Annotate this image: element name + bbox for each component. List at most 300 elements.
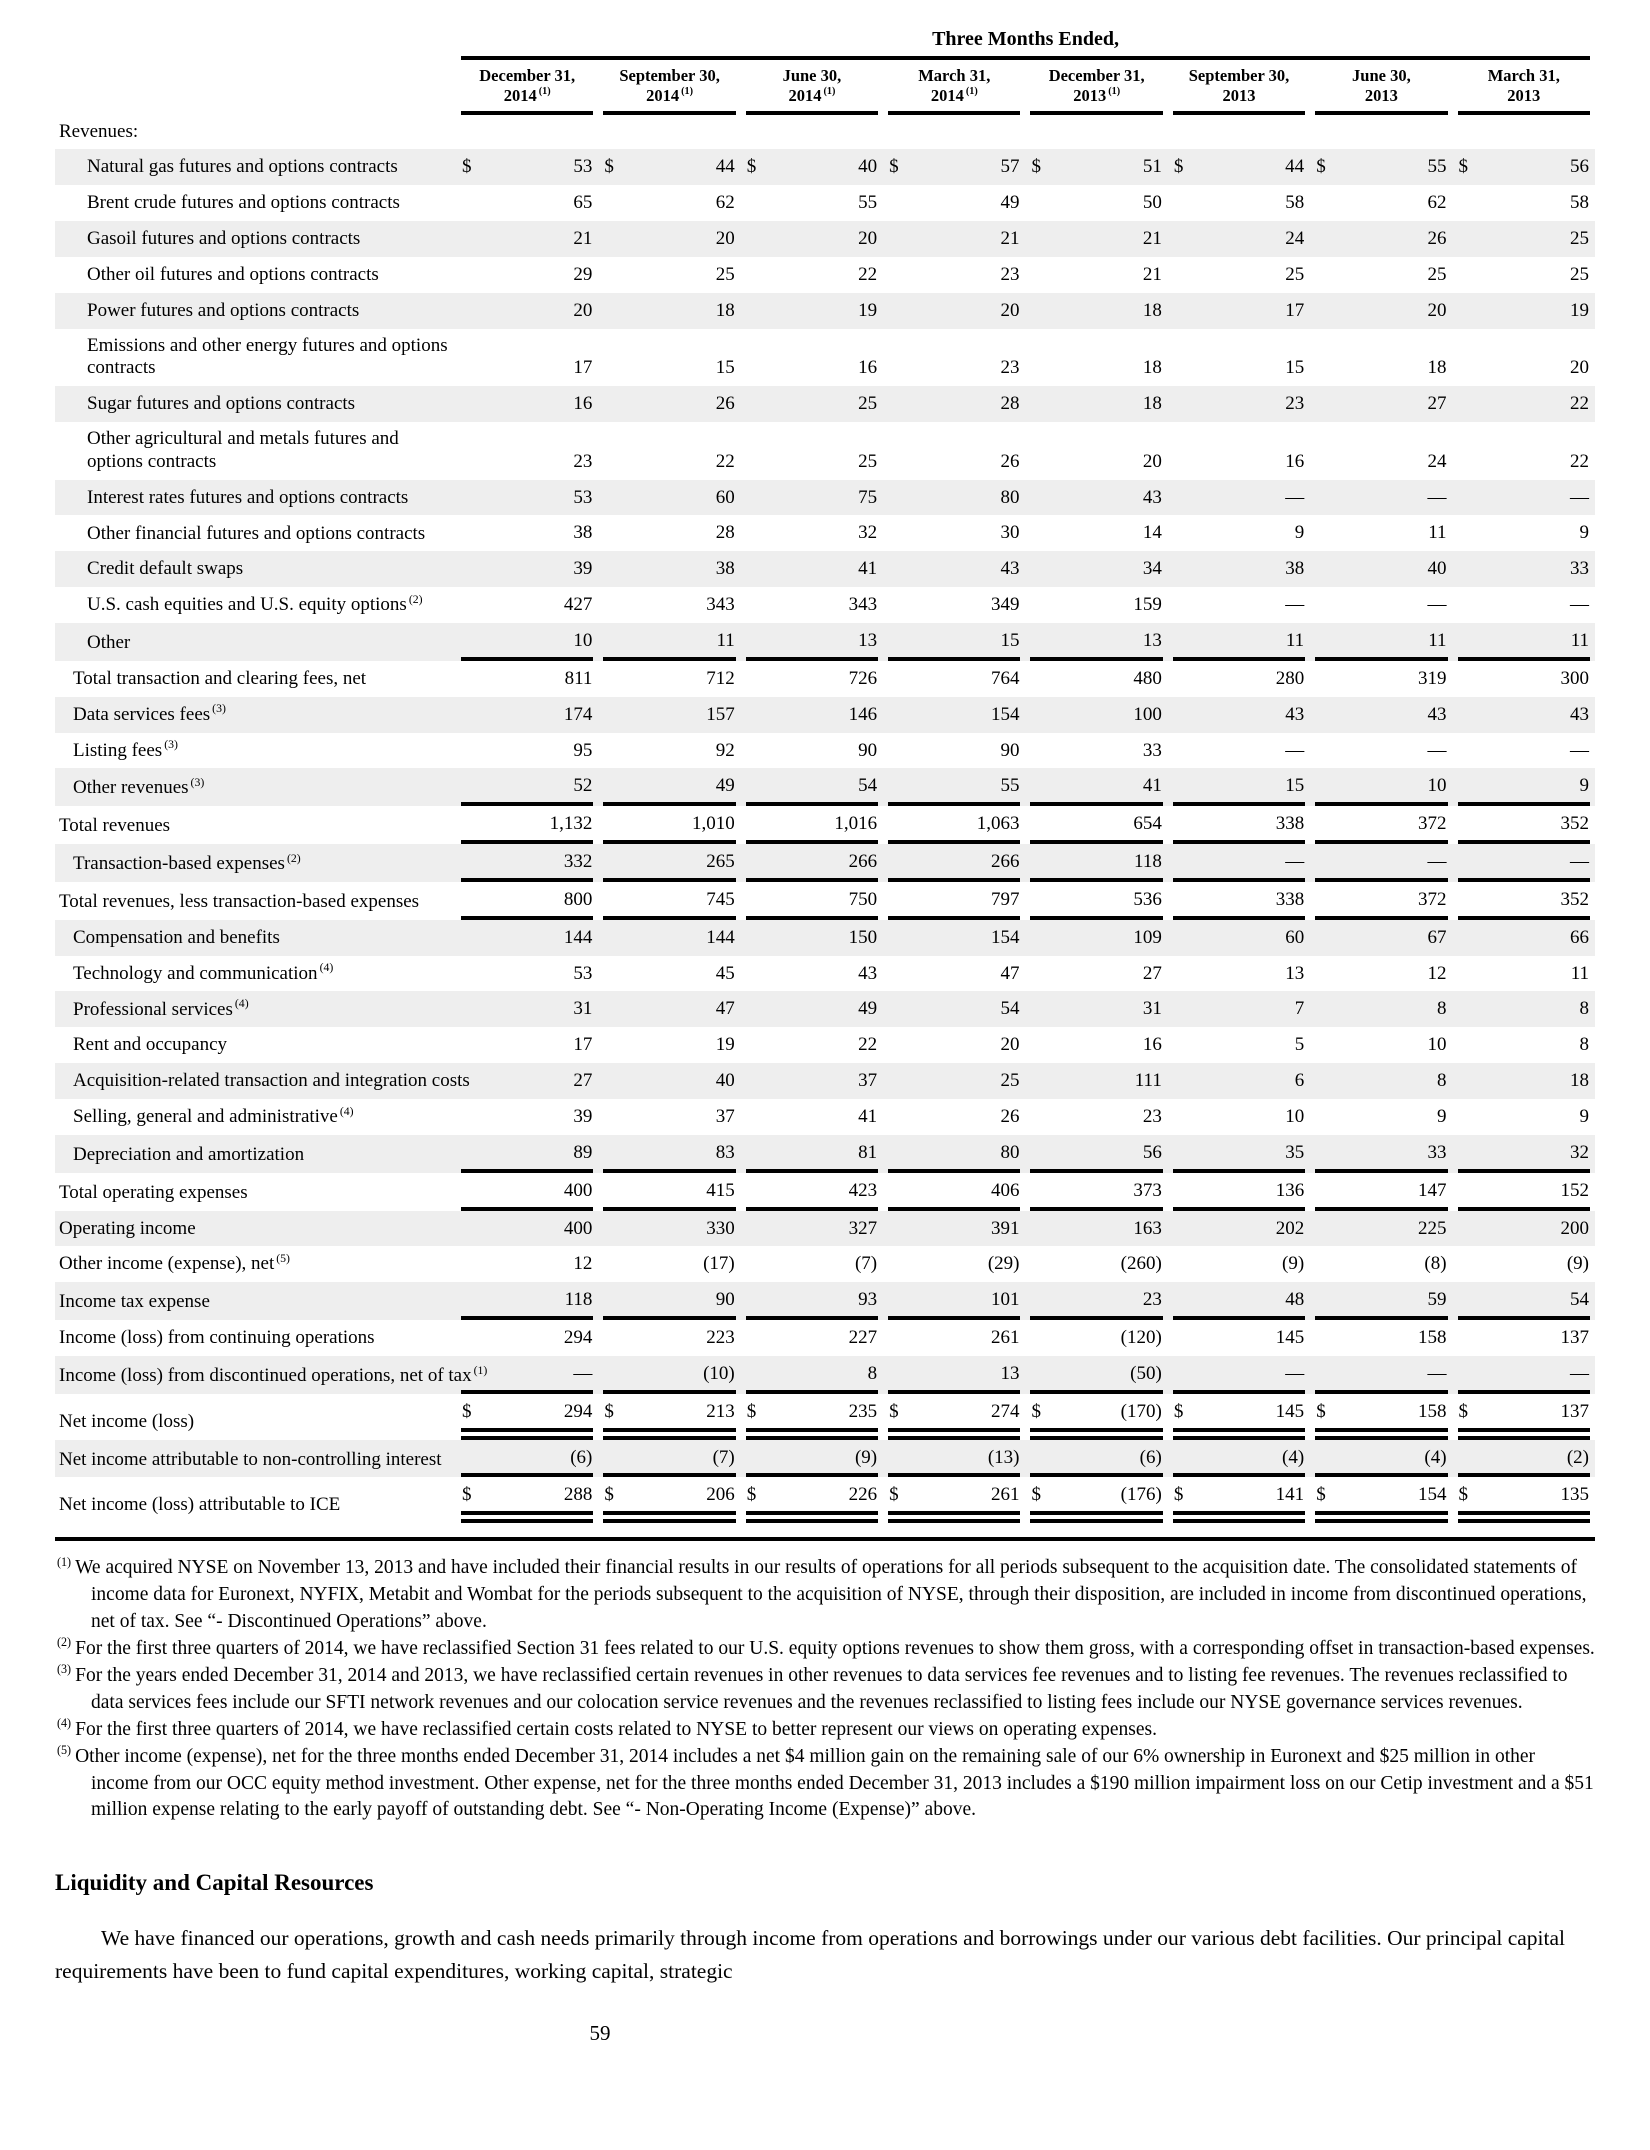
row-label: Revenues: xyxy=(59,120,139,142)
cell xyxy=(741,221,883,257)
cell xyxy=(1310,1173,1452,1211)
table-row xyxy=(55,221,1595,257)
cell xyxy=(1025,806,1167,844)
cell-value: 60 xyxy=(1285,926,1305,948)
cell xyxy=(1025,221,1167,257)
cell-value: 19 xyxy=(1570,299,1589,321)
cell xyxy=(456,882,598,920)
table-row xyxy=(55,1477,1595,1523)
cell-value: 372 xyxy=(1418,813,1447,835)
cell-value: 266 xyxy=(990,851,1020,873)
cell-value: 26 xyxy=(1000,450,1020,472)
cell xyxy=(1168,623,1310,661)
row-label: Net income (loss) attributable to ICE xyxy=(59,1494,341,1516)
cell-value: 1,063 xyxy=(976,813,1020,835)
cell xyxy=(741,882,883,920)
cell xyxy=(741,1477,883,1523)
cell xyxy=(456,1440,598,1478)
cell-value: 25 xyxy=(858,393,878,415)
row-label: Total revenues xyxy=(59,815,171,837)
cell-value: 294 xyxy=(563,1400,593,1422)
row-label: Other financial futures and options contracts xyxy=(87,522,426,544)
cell-value: 536 xyxy=(1133,888,1162,910)
cell xyxy=(1453,551,1595,587)
cell-value: (4) xyxy=(1424,1446,1447,1468)
table-row xyxy=(55,882,1595,920)
cell xyxy=(456,587,598,623)
cell xyxy=(1025,882,1167,920)
cell-value: 90 xyxy=(715,1289,735,1311)
cell-value: 16 xyxy=(1285,450,1305,472)
cell-value: 261 xyxy=(990,1327,1020,1349)
cell xyxy=(1025,1477,1167,1523)
cell-value: 338 xyxy=(1275,813,1305,835)
cell xyxy=(1168,1246,1310,1282)
cell xyxy=(741,991,883,1027)
cell xyxy=(1310,185,1452,221)
cell-value: 92 xyxy=(715,739,735,761)
cell xyxy=(598,768,740,806)
cell-value: 26 xyxy=(1427,228,1447,250)
cell xyxy=(456,1477,598,1523)
row-label: Technology and communication $^{(4)}$ xyxy=(73,961,334,984)
cell-value: — xyxy=(1427,594,1447,616)
cell-value: — xyxy=(1427,739,1447,761)
cell xyxy=(1025,329,1167,387)
row-label: U.S. cash equities and U.S. equity options $^{(2)}$ xyxy=(87,592,423,616)
table-row xyxy=(55,1320,1595,1356)
footnotes xyxy=(55,1555,1595,1824)
cell xyxy=(1310,1135,1452,1173)
cell-value: 28 xyxy=(1000,393,1020,415)
cell xyxy=(1168,956,1310,992)
cell xyxy=(1453,1063,1595,1099)
cell xyxy=(598,1211,740,1247)
cell xyxy=(1168,1173,1310,1211)
cell-value: 157 xyxy=(706,703,735,725)
cell-value: 111 xyxy=(1134,1070,1162,1092)
footnote xyxy=(55,1663,1595,1717)
cell-value: 38 xyxy=(715,558,735,580)
footnote xyxy=(55,1717,1595,1744)
cell-value: 50 xyxy=(1142,192,1162,214)
cell xyxy=(883,551,1025,587)
cell-value: 20 xyxy=(715,228,735,250)
cell xyxy=(1453,1282,1595,1320)
cell-value: 53 xyxy=(573,156,593,178)
cell xyxy=(1453,185,1595,221)
cell-value: 21 xyxy=(573,228,593,250)
cell xyxy=(1453,623,1595,661)
cell xyxy=(741,551,883,587)
cell-value: 18 xyxy=(1427,357,1447,379)
cell-value: — xyxy=(1285,851,1305,873)
cell xyxy=(1168,1099,1310,1135)
table-row xyxy=(55,623,1595,661)
cell-value: (9) xyxy=(1566,1253,1589,1275)
cell xyxy=(1453,115,1595,150)
column-header: December 31, 2014 $^{(1)}$ xyxy=(456,60,598,115)
dollar-sign: $ xyxy=(1316,156,1326,178)
cell xyxy=(456,991,598,1027)
cell xyxy=(456,1063,598,1099)
cell-value: 75 xyxy=(858,486,878,508)
cell-value: 274 xyxy=(990,1400,1020,1422)
cell-value: 17 xyxy=(573,357,593,379)
cell-value: 332 xyxy=(563,851,593,873)
cell xyxy=(1453,1027,1595,1063)
cell xyxy=(1310,1477,1452,1523)
cell-value: (10) xyxy=(703,1362,735,1384)
cell xyxy=(456,623,598,661)
cell-value: (50) xyxy=(1130,1362,1162,1384)
cell xyxy=(456,386,598,422)
column-header-row xyxy=(55,60,1595,115)
cell-value: 654 xyxy=(1133,813,1162,835)
cell-value: (6) xyxy=(1139,1446,1162,1468)
cell xyxy=(1310,422,1452,480)
dollar-sign: $ xyxy=(1458,156,1469,178)
cell xyxy=(598,1063,740,1099)
cell xyxy=(1310,697,1452,733)
cell xyxy=(456,329,598,387)
cell-value: (7) xyxy=(712,1446,735,1468)
cell-value: 226 xyxy=(848,1484,878,1506)
cell-value: 154 xyxy=(1418,1484,1447,1506)
cell-value: 5 xyxy=(1294,1034,1305,1056)
cell xyxy=(1168,661,1310,697)
cell-value: 25 xyxy=(715,263,735,285)
cell-value: 25 xyxy=(1570,263,1589,285)
cell-value: 9 xyxy=(1579,775,1589,797)
cell-value: — xyxy=(1570,739,1589,761)
cell-value: 22 xyxy=(1570,450,1589,472)
cell xyxy=(598,661,740,697)
cell xyxy=(1453,1173,1595,1211)
cell xyxy=(1168,293,1310,329)
cell xyxy=(598,185,740,221)
cell-value: 39 xyxy=(573,1105,593,1127)
cell-value: 10 xyxy=(1427,1034,1447,1056)
cell-value: 24 xyxy=(1427,450,1447,472)
cell xyxy=(741,1173,883,1211)
cell-value: (4) xyxy=(1282,1446,1305,1468)
cell-value: 39 xyxy=(573,558,593,580)
cell xyxy=(598,587,740,623)
cell xyxy=(883,185,1025,221)
cell-value: 9 xyxy=(1437,1105,1447,1127)
cell-value: 47 xyxy=(1000,962,1020,984)
row-label: Natural gas futures and options contracts xyxy=(87,156,398,178)
cell xyxy=(1310,115,1452,150)
cell xyxy=(456,1282,598,1320)
cell-value: — xyxy=(1285,486,1305,508)
cell-value: 23 xyxy=(1000,263,1020,285)
cell xyxy=(1168,515,1310,551)
cell xyxy=(598,149,740,185)
cell-value: 158 xyxy=(1418,1400,1447,1422)
cell-value: (6) xyxy=(570,1446,593,1468)
cell xyxy=(883,623,1025,661)
cell-value: 18 xyxy=(1142,357,1162,379)
row-label: Other oil futures and options contracts xyxy=(87,263,379,285)
cell-value: 62 xyxy=(715,192,735,214)
cell xyxy=(741,697,883,733)
cell-value: 327 xyxy=(848,1217,878,1239)
row-label: Total revenues, less transaction-based expenses xyxy=(59,890,420,912)
cell-value: 10 xyxy=(1285,1105,1305,1127)
table-row xyxy=(55,1135,1595,1173)
cell-value: 95 xyxy=(573,739,593,761)
cell-value: 54 xyxy=(858,775,878,797)
row-label: Data services fees $^{(3)}$ xyxy=(73,702,226,725)
cell xyxy=(1310,623,1452,661)
footnote-marker: (2) xyxy=(57,1635,72,1650)
cell-value: 19 xyxy=(858,299,878,321)
cell-value: 343 xyxy=(848,594,878,616)
cell-value: 6 xyxy=(1294,1070,1305,1092)
cell-value: 8 xyxy=(1579,998,1589,1020)
cell xyxy=(598,221,740,257)
cell xyxy=(741,329,883,387)
cell-value: 48 xyxy=(1285,1289,1305,1311)
cell-value: 338 xyxy=(1275,888,1305,910)
cell-value: 51 xyxy=(1142,156,1162,178)
cell xyxy=(741,1320,883,1356)
cell-value: 135 xyxy=(1560,1484,1589,1506)
cell xyxy=(883,257,1025,293)
row-label: Income (loss) from discontinued operations, net of tax $^{(1)}$ xyxy=(59,1363,488,1386)
row-label: Transaction-based expenses $^{(2)}$ xyxy=(73,851,301,875)
cell xyxy=(741,480,883,516)
cell xyxy=(1025,1135,1167,1173)
row-label: Income (loss) from continuing operations xyxy=(59,1327,375,1349)
cell-value: 13 xyxy=(1142,630,1162,652)
cell xyxy=(741,293,883,329)
cell-value: 18 xyxy=(1570,1070,1589,1092)
cell-value: 31 xyxy=(573,998,593,1020)
cell-value: 52 xyxy=(573,775,593,797)
cell xyxy=(598,623,740,661)
footnote-divider xyxy=(55,1537,1595,1541)
cell xyxy=(741,587,883,623)
table-row xyxy=(55,768,1595,806)
cell xyxy=(1025,587,1167,623)
cell-value: 352 xyxy=(1560,888,1589,910)
cell-value: 16 xyxy=(858,357,878,379)
row-label: Sugar futures and options contracts xyxy=(87,393,356,415)
cell-value: 90 xyxy=(1000,739,1020,761)
cell xyxy=(1453,768,1595,806)
cell-value: 62 xyxy=(1427,192,1447,214)
cell xyxy=(598,1356,740,1394)
cell xyxy=(1168,149,1310,185)
cell-value: — xyxy=(1570,486,1589,508)
cell-value: 154 xyxy=(990,926,1020,948)
cell xyxy=(1453,844,1595,882)
row-label: Other income (expense), net $^{(5)}$ xyxy=(59,1252,290,1275)
table-row xyxy=(55,920,1595,956)
cell-value: 8 xyxy=(1579,1034,1589,1056)
cell-value: 21 xyxy=(1142,228,1162,250)
cell-value: 44 xyxy=(1285,156,1305,178)
cell xyxy=(1168,115,1310,150)
cell xyxy=(456,844,598,882)
cell-value: 55 xyxy=(858,192,878,214)
cell xyxy=(1453,1320,1595,1356)
cell xyxy=(883,920,1025,956)
cell-value: (260) xyxy=(1120,1253,1162,1275)
cell-value: 14 xyxy=(1142,522,1162,544)
cell-value: 57 xyxy=(1000,156,1020,178)
cell xyxy=(1453,257,1595,293)
cell-value: — xyxy=(1570,594,1589,616)
cell-value: 144 xyxy=(706,926,735,948)
row-label: Operating income xyxy=(59,1217,196,1239)
cell xyxy=(598,1282,740,1320)
cell-value: 34 xyxy=(1142,558,1162,580)
cell-value: 93 xyxy=(858,1289,878,1311)
cell-value: 266 xyxy=(848,851,878,873)
cell-value: 47 xyxy=(715,998,735,1020)
cell-value: 154 xyxy=(990,703,1020,725)
cell xyxy=(1453,1099,1595,1135)
dollar-sign: $ xyxy=(1316,1484,1326,1506)
cell xyxy=(1453,1211,1595,1247)
cell xyxy=(883,733,1025,769)
cell xyxy=(598,1394,740,1440)
cell xyxy=(883,1027,1025,1063)
cell xyxy=(883,115,1025,150)
cell-value: 43 xyxy=(1570,703,1589,725)
cell xyxy=(1310,515,1452,551)
table-row xyxy=(55,733,1595,769)
cell xyxy=(1453,1356,1595,1394)
table-row xyxy=(55,1099,1595,1135)
column-header: September 30, 2013 xyxy=(1168,60,1310,115)
cell xyxy=(1025,185,1167,221)
table-row xyxy=(55,844,1595,882)
row-label: Emissions and other energy futures and options contracts xyxy=(87,334,448,379)
cell-value: 391 xyxy=(990,1217,1020,1239)
cell-value: 60 xyxy=(715,486,735,508)
cell-value: 54 xyxy=(1000,998,1020,1020)
footnote-marker: (4) xyxy=(57,1716,72,1731)
cell-value: 13 xyxy=(1000,1362,1020,1384)
cell-value: 43 xyxy=(858,962,878,984)
cell-value: 38 xyxy=(573,522,593,544)
cell xyxy=(456,1320,598,1356)
cell xyxy=(1025,844,1167,882)
cell xyxy=(1310,661,1452,697)
footnote xyxy=(55,1555,1595,1636)
cell xyxy=(1453,386,1595,422)
cell xyxy=(1168,1282,1310,1320)
cell xyxy=(883,1173,1025,1211)
cell xyxy=(1025,1356,1167,1394)
cell xyxy=(1310,329,1452,387)
cell-value: — xyxy=(1285,739,1305,761)
cell xyxy=(741,733,883,769)
cell-value: 8 xyxy=(867,1362,878,1384)
cell-value: 319 xyxy=(1418,667,1447,689)
table-row xyxy=(55,1211,1595,1247)
cell xyxy=(1310,1320,1452,1356)
cell-value: 41 xyxy=(1142,775,1162,797)
cell xyxy=(1025,1063,1167,1099)
cell-value: 400 xyxy=(563,1179,593,1201)
table-row xyxy=(55,1440,1595,1478)
row-label: Net income attributable to non-controlling interest xyxy=(59,1448,442,1470)
cell-value: 480 xyxy=(1133,667,1162,689)
cell xyxy=(883,515,1025,551)
cell-value: 22 xyxy=(858,263,878,285)
cell xyxy=(741,1027,883,1063)
cell-value: 90 xyxy=(858,739,878,761)
cell xyxy=(741,1356,883,1394)
cell-value: 261 xyxy=(990,1484,1020,1506)
cell-value: 145 xyxy=(1275,1400,1305,1422)
dollar-sign: $ xyxy=(462,1484,472,1506)
table-row xyxy=(55,115,1595,150)
dollar-sign: $ xyxy=(1031,1484,1041,1506)
cell-value: — xyxy=(1570,851,1589,873)
cell xyxy=(598,1477,740,1523)
cell-value: 330 xyxy=(706,1217,735,1239)
cell xyxy=(1310,221,1452,257)
cell-value: 20 xyxy=(1000,1034,1020,1056)
cell xyxy=(1168,844,1310,882)
cell-value: 109 xyxy=(1133,926,1162,948)
cell-value: 13 xyxy=(858,630,878,652)
cell-value: 17 xyxy=(573,1034,593,1056)
cell xyxy=(883,697,1025,733)
cell xyxy=(1310,768,1452,806)
table-row xyxy=(55,480,1595,516)
cell-value: 55 xyxy=(1000,775,1020,797)
cell-value: 80 xyxy=(1000,486,1020,508)
cell xyxy=(1310,844,1452,882)
row-label: Selling, general and administrative $^{(4)}$ xyxy=(73,1104,354,1128)
cell xyxy=(1453,920,1595,956)
footnote-text: For the first three quarters of 2014, we have reclassified Section 31 fees related to our U.S. equity options revenues to show them gross, with a corresponding offset in transaction-based expenses. xyxy=(75,1637,1595,1659)
cell xyxy=(1168,1320,1310,1356)
cell xyxy=(1168,1356,1310,1394)
cell-value: 811 xyxy=(564,667,593,689)
cell xyxy=(1310,587,1452,623)
cell-value: 54 xyxy=(1570,1289,1589,1311)
column-header: March 31, 2014 $^{(1)}$ xyxy=(883,60,1025,115)
dollar-sign: $ xyxy=(746,1484,757,1506)
cell xyxy=(1453,515,1595,551)
cell xyxy=(1310,293,1452,329)
cell-value: 81 xyxy=(858,1141,878,1163)
table-row xyxy=(55,422,1595,480)
cell xyxy=(456,551,598,587)
cell-value: — xyxy=(1570,1362,1589,1384)
cell xyxy=(1168,1063,1310,1099)
cell xyxy=(883,991,1025,1027)
cell-value: — xyxy=(1427,1362,1447,1384)
cell-value: 15 xyxy=(1285,775,1305,797)
cell xyxy=(456,768,598,806)
cell xyxy=(1453,1135,1595,1173)
table-title-row xyxy=(55,28,1595,60)
cell-value: 400 xyxy=(563,1217,593,1239)
cell xyxy=(598,386,740,422)
cell-value: 9 xyxy=(1579,522,1589,544)
cell xyxy=(741,844,883,882)
